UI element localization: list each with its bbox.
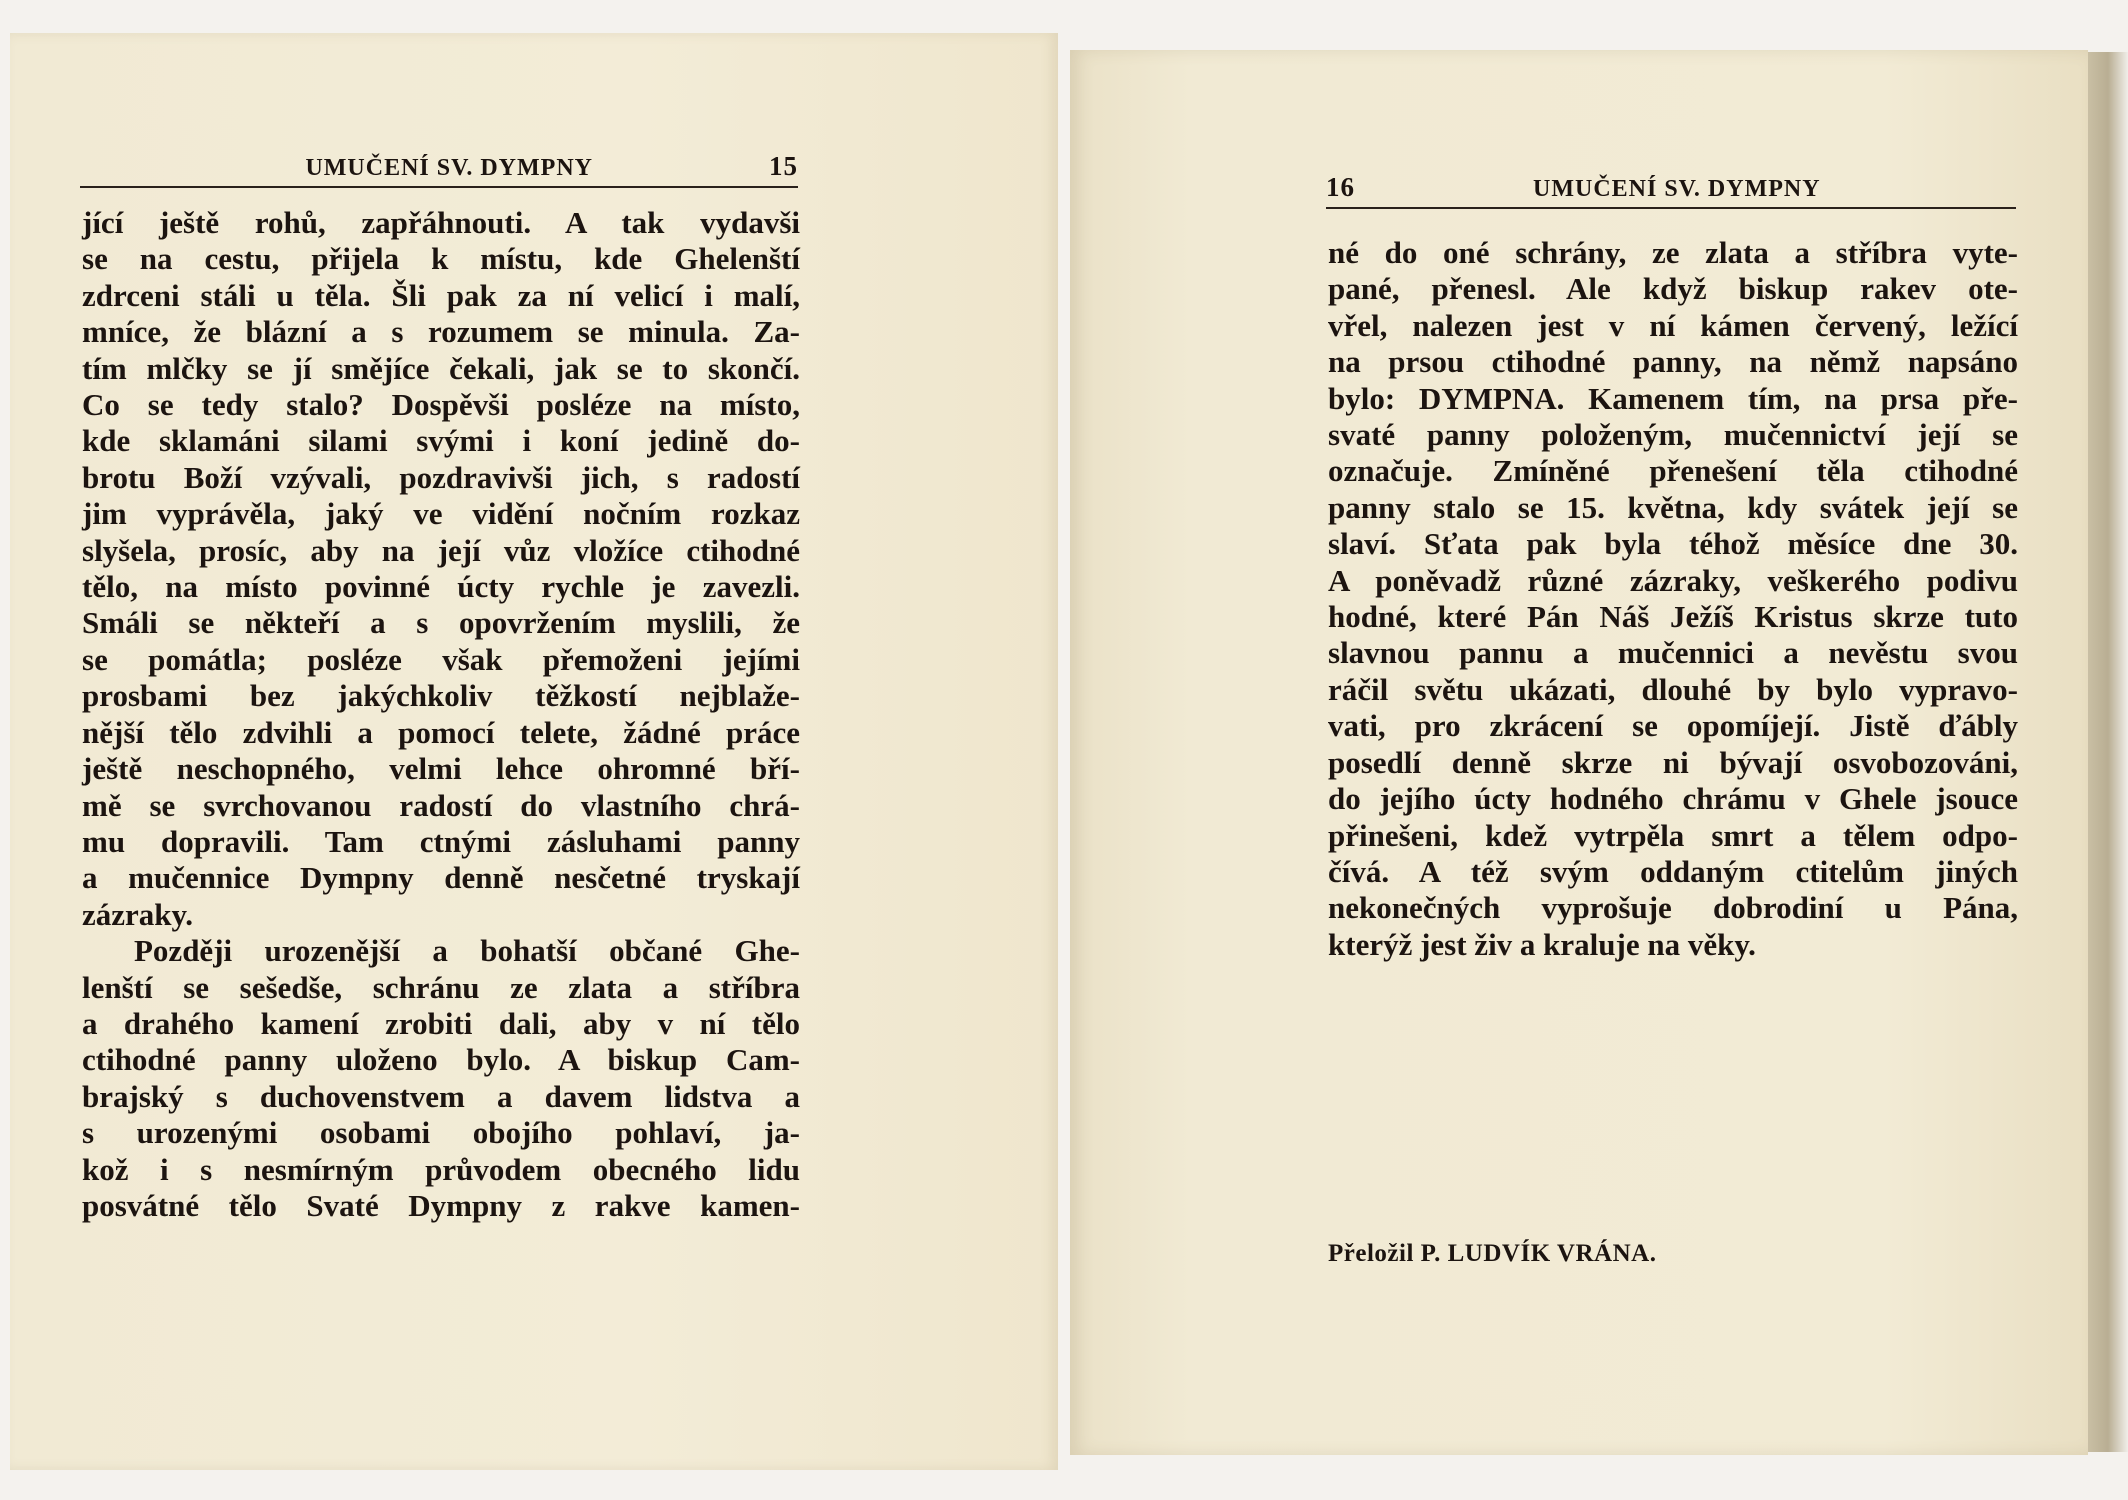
text-line: panny stalo se 15. května, kdy svátek její se	[1328, 489, 2018, 525]
text-line: posvátné tělo Svaté Dympny z rakve kamen-	[82, 1187, 800, 1223]
text-line: a drahého kamení zrobiti dali, aby v ní tělo	[82, 1005, 800, 1041]
text-line: posedlí denně skrze ni bývají osvobozováni,	[1328, 744, 2018, 780]
text-line: ctihodné panny uloženo bylo. A biskup Cam-	[82, 1042, 800, 1078]
text-line: A poněvadž různé zázraky, veškerého podivu	[1328, 562, 2018, 598]
text-line: kterýž jest živ a kraluje na věky.	[1328, 926, 1756, 962]
text-line: Co se tedy stalo? Dospěvši posléze na místo,	[82, 387, 800, 423]
text-line: zázraky.	[82, 896, 194, 932]
text-line: vřel, nalezen jest v ní kámen červený, ležící	[1328, 307, 2018, 343]
text-line: svaté panny položeným, mučennictví její se	[1328, 417, 2018, 453]
text-line: Smáli se někteří a s opovržením myslili, že	[82, 605, 800, 641]
translator-credit: Přeložil P. LUDVÍK VRÁNA.	[1328, 1240, 1657, 1267]
text-line: slyšela, prosíc, aby na její vůz vložíce ctihodné	[82, 532, 800, 568]
text-line: slaví. Sťata pak byla téhož měsíce dne 30.	[1328, 526, 2018, 562]
text-line: jící ještě rohů, zapřáhnouti. A tak vydavši	[82, 205, 800, 240]
text-line: mníce, že blázní a s rozumem se minula. Za-	[82, 314, 800, 350]
left-running-head-title: UMUČENÍ SV. DYMPNY	[305, 155, 593, 181]
text-line: lenští se sešedše, schránu ze zlata a stříbra	[82, 969, 800, 1005]
right-body-text	[1328, 235, 2018, 963]
text-line: slavnou pannu a mučennici a nevěstu svou	[1328, 635, 2018, 671]
text-line: do jejího úcty hodného chrámu v Ghele jsouce	[1328, 781, 2018, 817]
right-page	[1070, 50, 2088, 1455]
text-line: hodné, které Pán Náš Ježíš Kristus skrze tuto	[1328, 599, 2018, 635]
text-line: tělo, na místo povinné úcty rychle je zavezli.	[82, 569, 800, 605]
left-page	[10, 33, 1058, 1470]
text-line: zdrceni stáli u těla. Šli pak za ní velicí i malí,	[82, 277, 800, 313]
left-page-number: 15	[769, 151, 798, 181]
text-line: kde sklamáni silami svými i koní jedině do-	[82, 423, 800, 459]
text-line: jim vyprávěla, jaký ve vidění nočním rozkaz	[82, 496, 800, 532]
text-line: ještě neschopného, velmi lehce ohromné bří-	[82, 751, 800, 787]
text-line: pané, přenesl. Ale když biskup rakev ote-	[1328, 271, 2018, 307]
text-line: se pomátla; posléze však přemoženi jejími	[82, 641, 800, 677]
text-line: tím mlčky se jí smějíce čekali, jak se to skončí.	[82, 350, 800, 386]
text-line: nější tělo zdvihli a pomocí telete, žádné práce	[82, 714, 800, 750]
text-line: brajský s duchovenstvem a davem lidstva a	[82, 1078, 800, 1114]
text-line: brotu Boží vzývali, pozdravivši jich, s radostí	[82, 459, 800, 495]
left-running-head	[80, 151, 798, 188]
right-running-head-title: UMUČENÍ SV. DYMPNY	[1533, 176, 1821, 202]
text-line: mě se svrchovanou radostí do vlastního chrá-	[82, 787, 800, 823]
text-line: se na cestu, přijela k místu, kde Ghelenští	[82, 241, 800, 277]
text-line: né do oné schrány, ze zlata a stříbra vyte-	[1328, 235, 2018, 270]
text-line: vati, pro zkrácení se opomíjejí. Jistě ďábly	[1328, 708, 2018, 744]
text-line: nekonečných vyprošuje dobrodiní u Pána,	[1328, 890, 2018, 926]
book-edge	[2088, 52, 2128, 1452]
text-line: prosbami bez jakýchkoliv těžkostí nejblaže-	[82, 678, 800, 714]
text-line: mu dopravili. Tam ctnými zásluhami panny	[82, 823, 800, 859]
text-line: a mučennice Dympny denně nesčetné tryskají	[82, 860, 800, 896]
text-line: kož i s nesmírným průvodem obecného lidu	[82, 1151, 800, 1187]
text-line: označuje. Zmíněné přenešení těla ctihodné	[1328, 453, 2018, 489]
text-line: čívá. A též svým oddaným ctitelům jiných	[1328, 853, 2018, 889]
text-line: bylo: DYMPNA. Kamenem tím, na prsa pře-	[1328, 380, 2018, 416]
left-body-text	[82, 205, 800, 1224]
text-line: na prsou ctihodné panny, na němž napsáno	[1328, 344, 2018, 380]
right-page-number: 16	[1326, 172, 1355, 202]
right-running-head	[1326, 172, 2016, 209]
text-line: Později urozenější a bohatší občané Ghe-	[134, 933, 800, 969]
text-line: ráčil světu ukázati, dlouhé by bylo vypravo-	[1328, 671, 2018, 707]
text-line: s urozenými osobami obojího pohlaví, ja-	[82, 1115, 800, 1151]
text-line: přinešeni, kdež vytrpěla smrt a tělem odpo-	[1328, 817, 2018, 853]
